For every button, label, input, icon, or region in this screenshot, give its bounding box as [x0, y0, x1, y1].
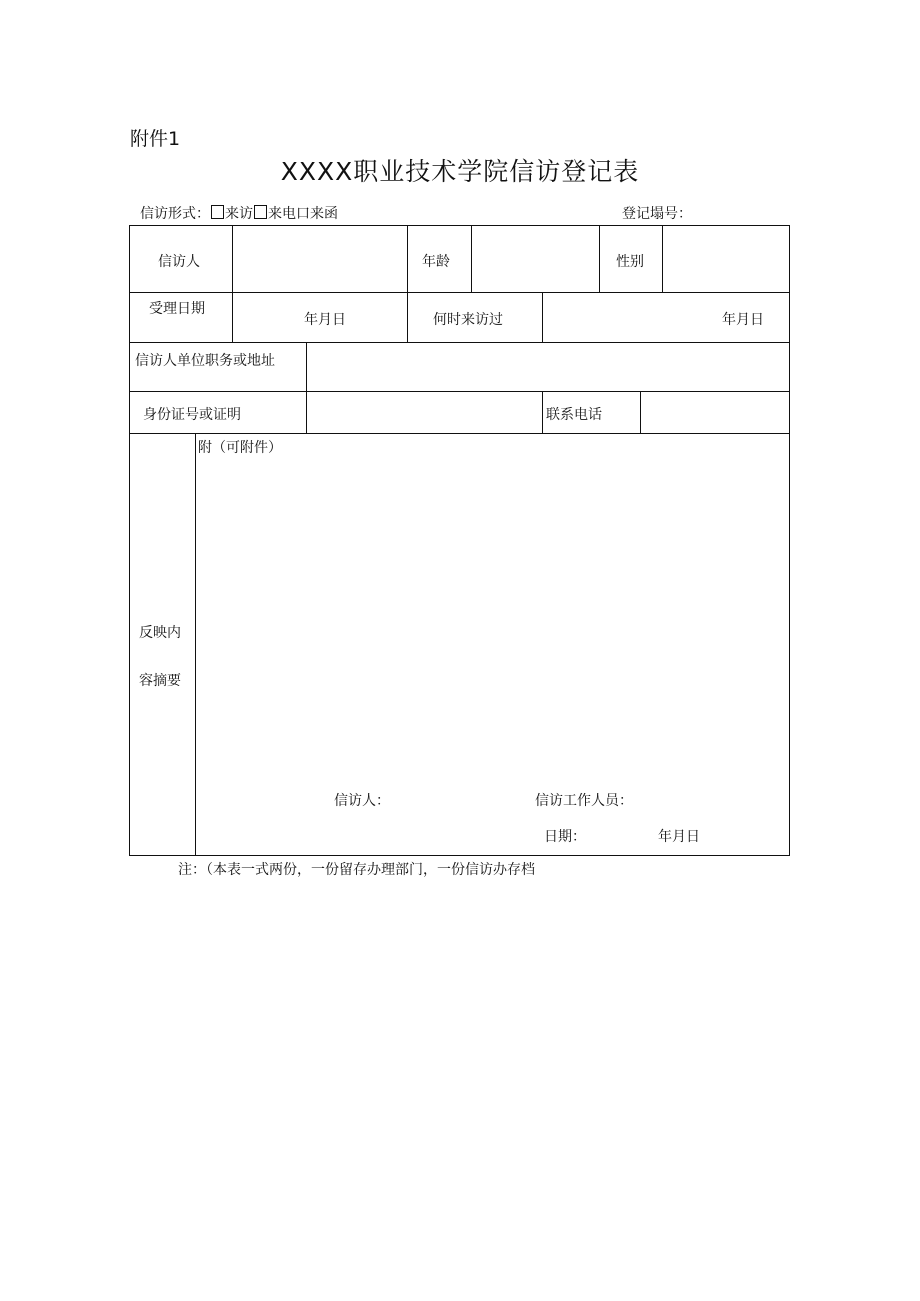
accept-date-label: 受理日期	[149, 301, 205, 317]
previous-visit-label: 何时来访过	[433, 312, 503, 328]
unit-address-field[interactable]	[307, 343, 789, 390]
footer-note: 注：（本表一式两份，一份留存办理部门，一份信访办存档	[178, 862, 535, 878]
checkbox-visit[interactable]	[211, 205, 224, 219]
petitioner-label: 信访人	[158, 254, 200, 270]
form-type-line	[140, 203, 338, 223]
row-divider	[130, 292, 790, 293]
sign-staff-label: 信访工作人员：	[535, 793, 633, 809]
sign-date-label: 日期：	[544, 829, 586, 845]
form-option-letter: 来函	[310, 206, 338, 222]
gender-field[interactable]	[663, 227, 789, 291]
col-divider	[195, 433, 196, 856]
col-divider	[542, 292, 543, 342]
previous-visit-value[interactable]: 年月日	[722, 312, 764, 328]
registration-table	[129, 225, 790, 856]
age-label: 年龄	[422, 254, 450, 270]
form-type-label: 信访形式：	[140, 206, 210, 222]
sign-petitioner-label: 信访人：	[334, 793, 390, 809]
form-option-visit: 来访	[225, 206, 253, 222]
attachment-label: 附件1	[130, 128, 181, 150]
accept-date-value[interactable]: 年月日	[304, 312, 346, 328]
id-label: 身份证号或证明	[143, 407, 241, 423]
gender-label: 性别	[616, 254, 644, 270]
content-summary-field[interactable]	[198, 458, 788, 778]
id-field[interactable]	[307, 392, 541, 432]
row-divider	[130, 433, 790, 434]
content-label-line1: 反映内	[139, 625, 181, 641]
unit-address-label: 信访人单位职务或地址	[135, 353, 275, 369]
attachment-note: 附（可附件）	[198, 440, 282, 456]
form-option-phone: 来电	[268, 206, 296, 222]
col-divider	[542, 391, 543, 433]
content-label-line2: 容摘要	[139, 673, 181, 689]
col-divider	[599, 226, 600, 292]
col-divider	[407, 226, 408, 342]
petitioner-field[interactable]	[233, 227, 406, 291]
checkbox-letter-glyph[interactable]: 口	[296, 206, 310, 222]
form-title: XXXX职业技术学院信访登记表	[280, 157, 640, 186]
registration-no-label: 登记塌号：	[622, 206, 692, 222]
phone-field[interactable]	[641, 392, 789, 432]
checkbox-phone[interactable]	[254, 205, 267, 219]
age-field[interactable]	[472, 227, 598, 291]
sign-date-value[interactable]: 年月日	[658, 829, 700, 845]
phone-label: 联系电话	[546, 407, 602, 423]
